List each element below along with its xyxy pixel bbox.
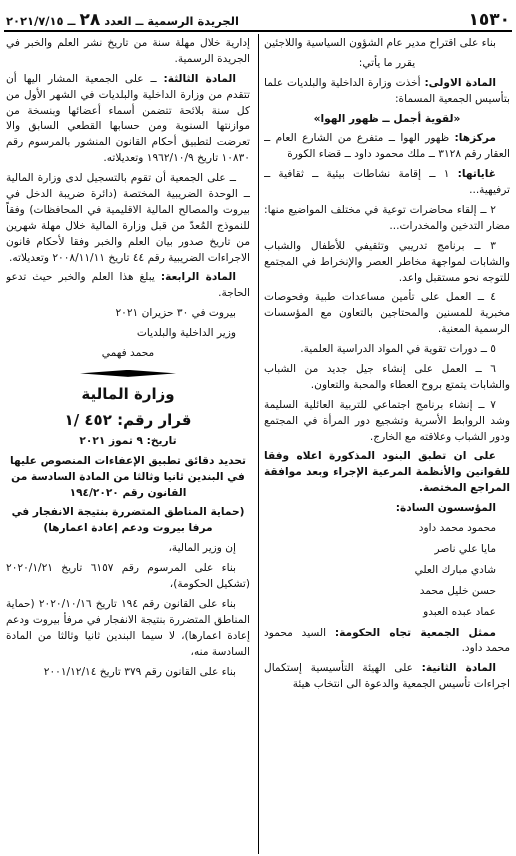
tax-registration: ــ على الجمعية أن تقوم بالتسجيل لدى وزارة المالية ــ الوحدة الضريبية المختصة (دائرة ضريبة الدخل في بيروت والمصالح المالية الاقليمية في المحافظات) وفقاً للنموذج المُعدّ من قبل وزارة المالية خلال مهلة شهرين من تاريخ صدور بيان العلم والخبر وفقا لأحكام قانون الاجراءات الضريبية رقم ٤٤ تاريخ ٢٠٠٨/١١/١١ وتعديلاته. bbox=[6, 172, 250, 264]
article-2 bbox=[264, 661, 510, 693]
place-date: بيروت في ٣٠ حزيران ٢٠٢١ bbox=[115, 307, 236, 320]
aims-item: ٤ ــ العمل على تأمين مساعدات طبية وفحوصات مخبرية للمسنين والمحتاجين بالتعاون مع المؤسسات الرسمية المعنية. bbox=[264, 291, 510, 336]
article-3-text: ــ على الجمعية المشار اليها أن تتقدم من وزارة الداخلية والبلديات في الشهر الأول من كل سنة بلائحة تتضمن أسماء أعضائها وبنسخة من موازنتها السنوية ومن حسابها القطعي السابق والا تعرضت لتطبيق أحكام القانون المنشور بالمرسوم رقم ١٠٨٣٠ تاريخ ١٩٦٢/١٠/٩ وتعديلاته. bbox=[6, 72, 250, 165]
intro-paragraph: بناء على اقتراح مدير عام الشؤون السياسية واللاجئين bbox=[264, 37, 496, 49]
minister-line: إن وزير المالية، bbox=[168, 542, 236, 555]
founder-name: محمود محمد داود bbox=[418, 522, 496, 535]
issue-date: ــ ٢٠٢١/٧/١٥ bbox=[6, 14, 76, 28]
headquarters-text: ظهور الهوا ــ متفرع من الشارع العام ــ العقار رقم ٣١٢٨ ــ ملك محمود داود ــ قضاء الكورة bbox=[264, 132, 510, 161]
article-4-label: المادة الرابعة: bbox=[160, 271, 236, 284]
article-4-text: يبلغ هذا العلم والخبر حيث تدعو الحاجة. bbox=[6, 271, 250, 300]
article-1-text: أخذت وزارة الداخلية والبلديات علما بتأسيس الجمعية المسماة: bbox=[264, 76, 510, 105]
decides-line: يقرر ما يأتي: bbox=[358, 56, 416, 69]
headquarters-label: مركزها: bbox=[454, 132, 496, 145]
headquarters bbox=[264, 131, 510, 163]
recital: بناء على القانون رقم ٣٧٩ تاريخ ٢٠٠١/١٢/١٤ bbox=[43, 665, 236, 678]
representative-label: ممثل الجمعية تجاه الحكومة: bbox=[334, 626, 496, 639]
decision-number: قرار رقم: ٤٥٢ /١ bbox=[64, 411, 192, 430]
decision-title: تحديد دقائق تطبيق الإعفاءات المنصوص عليها في البندين ثانيا وثالثا من المادة السادسة من القانون رقم ١٩٤/٢٠٢٠ bbox=[10, 454, 246, 499]
aims-label: غاياتها: bbox=[457, 168, 496, 181]
gazette-name: الجريدة الرسمية ــ العدد bbox=[104, 14, 239, 28]
signer-title: وزير الداخلية والبلديات bbox=[136, 327, 236, 340]
founder-name: شادي مبارك العلي bbox=[414, 563, 496, 576]
article-2-label: المادة الثانية: bbox=[421, 662, 496, 675]
representative bbox=[264, 626, 510, 658]
article-3-label: المادة الثالثة: bbox=[163, 72, 236, 85]
founders-label: المؤسسون السادة: bbox=[395, 502, 496, 515]
article-2-text: على الهيئة التأسيسية إستكمال اجراءات تأسيس الجمعية والدعوة الى انتخاب هيئة bbox=[264, 662, 510, 691]
article-3 bbox=[6, 72, 250, 167]
signer-name: محمد فهمي bbox=[101, 347, 155, 360]
aims-item: ٧ ــ إنشاء برنامج اجتماعي للتربية العائلية السليمة وشد الروابط الأسرية وتشجيع دور المرأة في المجتمع ودور الشباب وعلاقته مع الخارج. bbox=[264, 398, 510, 443]
founder-name: حسن خليل محمد bbox=[419, 584, 496, 597]
issue-number: ٢٨ bbox=[79, 10, 101, 30]
aims-item-1: ١ ــ إقامة نشاطات بيئية ــ ثقافية ــ ترفيهية... bbox=[264, 168, 510, 197]
article-1-label: المادة الاولى: bbox=[424, 76, 496, 89]
article-4 bbox=[6, 270, 250, 302]
founder-name: مايا علي ناصر bbox=[434, 542, 496, 555]
founders-list bbox=[264, 521, 510, 620]
aims-item: ٦ ــ العمل على إنشاء جيل جديد من الشباب والشابات يتمتع بروح العطاء والمحبة والتعاون. bbox=[264, 363, 510, 391]
right-column bbox=[264, 36, 510, 854]
page-number: ١٥٣٠ bbox=[468, 10, 510, 30]
continuation-paragraph: إدارية خلال مهلة سنة من تاريخ نشر العلم والخبر في الجريدة الرسمية. bbox=[6, 37, 250, 65]
left-column bbox=[6, 36, 250, 854]
representative-text: السيد محمود محمد داود. bbox=[264, 626, 510, 655]
founder-name: عماد عبده العبدو bbox=[423, 605, 496, 618]
recital: بناء على المرسوم رقم ٦١٥٧ تاريخ ٢٠٢٠/١/٢١ (تشكيل الحكومة)، bbox=[6, 562, 250, 591]
aims-item: ٣ ــ برنامج تدريبي وتثقيفي للأطفال والشباب والشابات لمواجهة مخاطر العصر والإنخراط في المجتمع للتوجه نحو مستقبل واعد. bbox=[264, 239, 510, 284]
aims-item: ٥ ــ دورات تقوية في المواد الدراسية العلمية. bbox=[300, 343, 496, 356]
binding-clause: على ان تطبق البنود المذكورة اعلاه وفقا للقوانين والأنظمة المرعية الإجراء وبعد موافقة المراجع المختصة. bbox=[264, 450, 510, 495]
aims bbox=[264, 167, 510, 199]
page-header bbox=[6, 8, 510, 28]
section-divider bbox=[80, 370, 176, 377]
association-name: «لقوية أجمل ــ ظهور الهوا» bbox=[313, 112, 461, 125]
ministry-heading: وزارة المالية bbox=[81, 384, 175, 403]
aims-item: ٢ ــ إلقاء محاضرات توعية في مختلف المواضيع منها: مضار التدخين والمخدرات... bbox=[264, 204, 510, 232]
column-divider bbox=[258, 34, 259, 854]
article-1 bbox=[264, 76, 510, 108]
header-rule bbox=[4, 30, 512, 32]
decision-subtitle: (حماية المناطق المتضررة بنتيجة الانفجار في مرفا بيروت ودعم إعادة اعمارها) bbox=[11, 506, 245, 535]
recital: بناء على القانون رقم ١٩٤ تاريخ ٢٠٢٠/١٠/١٦ (حماية المناطق المتضررة بنتيجة الانفجار في مرفأ بيروت ودعم إعادة اعمارها)، لا سيما البندين ثانيا وثالثا من المادة السادسة منه، bbox=[6, 597, 250, 658]
decision-date: تاريخ: ٩ تموز ٢٠٢١ bbox=[79, 434, 177, 447]
